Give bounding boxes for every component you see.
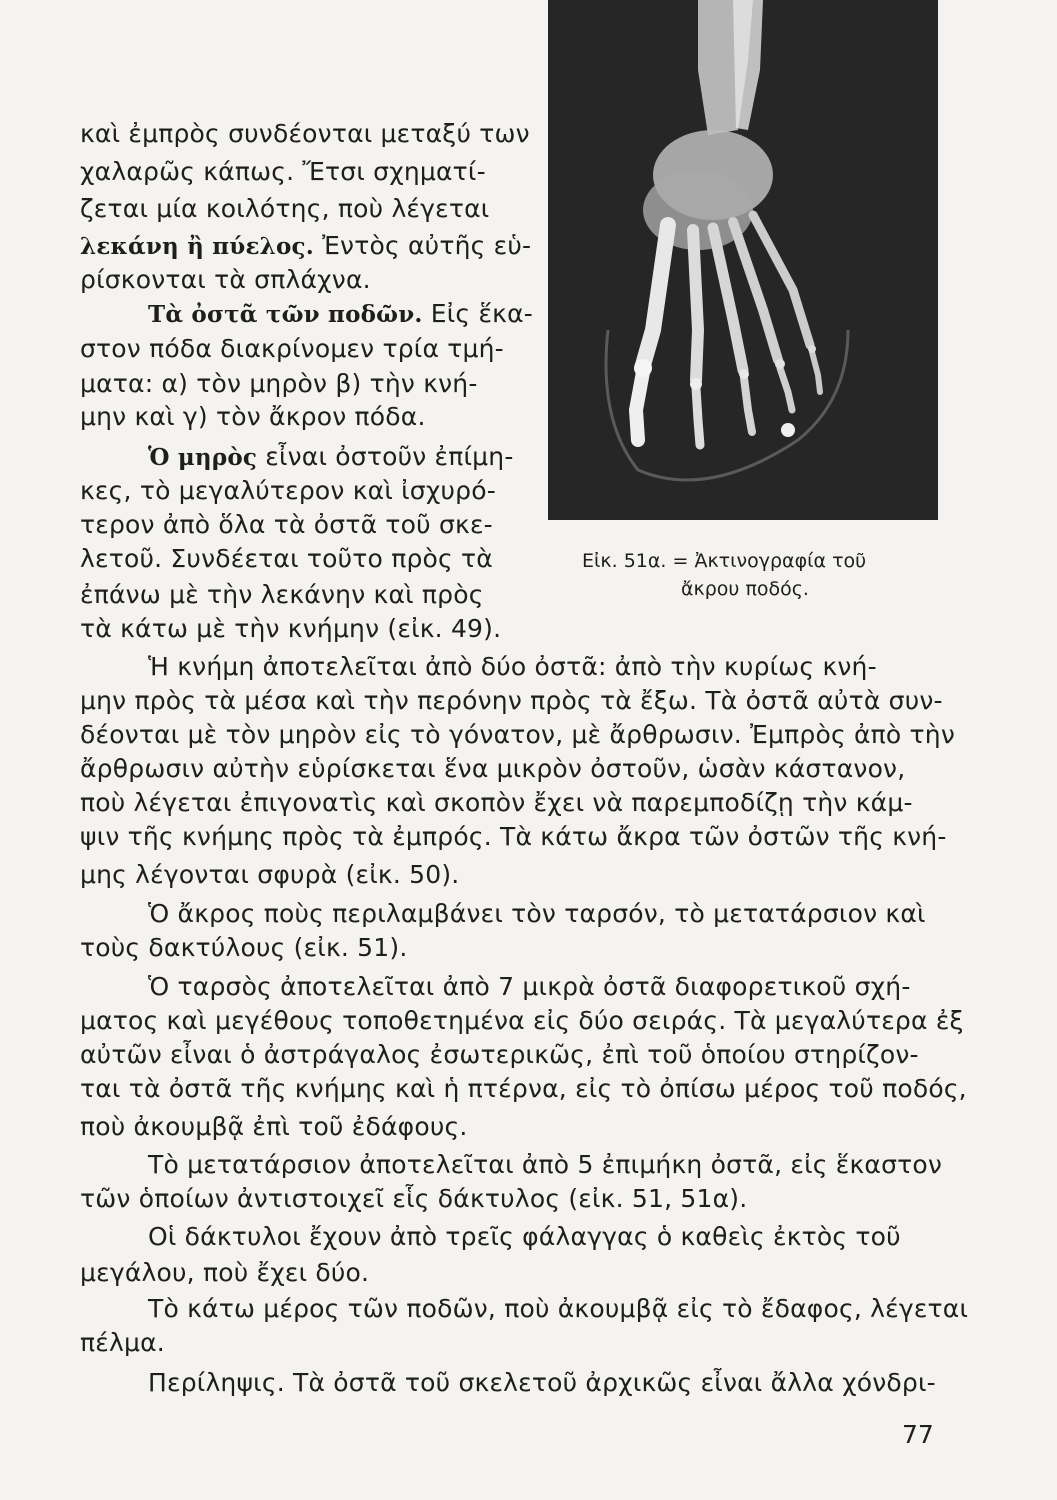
text-line: λετοῦ. Συνδέεται τοῦτο πρὸς τὰ [80,544,493,573]
text-line: τοὺς δακτύλους (εἰκ. 51). [80,933,408,962]
text-line: στον πόδα διακρίνομεν τρία τμή- [80,334,504,363]
text-line: ματα: α) τὸν μηρὸν β) τὴν κνή- [80,369,478,398]
text-line: κες, τὸ μεγαλύτερον καὶ ἰσχυρό- [80,476,496,505]
text-line: Οἱ δάκτυλοι ἔχουν ἀπὸ τρεῖς φάλαγγας ὁ καθεὶς ἐκτὸς τοῦ [148,1222,901,1251]
figure-caption-line1: Εἰκ. 51α. = Ἀκτινογραφία τοῦ [582,550,867,572]
foot-xray-image [548,0,938,520]
text-line: Τὸ κάτω μέρος τῶν ποδῶν, ποὺ ἀκουμβᾷ εἰς τὸ ἔδαφος, λέγεται [148,1294,969,1323]
text-line: μεγάλου, ποὺ ἔχει δύο. [80,1258,370,1287]
figure-caption-line2: ἄκρου ποδός. [681,578,809,600]
text-line: ματος καὶ μεγέθους τοποθετημένα εἰς δύο σειράς. Τὰ μεγαλύτερα ἐξ [80,1006,964,1035]
text-line: Ἡ κνήμη ἀποτελεῖται ἀπὸ δύο ὀστᾶ: ἀπὸ τὴν κυρίως κνή- [148,652,877,681]
bold-term: Ὁ μηρὸς [148,444,258,471]
text-line: ἄρθρωσιν αὐτὴν εὑρίσκεται ἕνα μικρὸν ὀστοῦν, ὡσὰν κάστανον, [80,754,906,783]
text-line: ἐπάνω μὲ τὴν λεκάνην καὶ πρὸς [80,580,484,609]
text-line: ποὺ λέγεται ἐπιγονατὶς καὶ σκοπὸν ἔχει νὰ παρεμποδίζῃ τὴν κάμ- [80,788,913,817]
text-line: πέλμα. [80,1328,165,1357]
text-line: Ὁ ταρσὸς ἀποτελεῖται ἀπὸ 7 μικρὰ ὀστᾶ διαφορετικοῦ σχή- [148,972,911,1001]
text-line: μην πρὸς τὰ μέσα καὶ τὴν περόνην πρὸς τὰ ἔξω. Τὰ ὀστᾶ αὐτὰ συν- [80,686,943,715]
text-line: δέονται μὲ τὸν μηρὸν εἰς τὸ γόνατον, μὲ ἄρθρωσιν. Ἐμπρὸς ἀπὸ τὴν [80,720,956,749]
text-line: τῶν ὁποίων ἀντιστοιχεῖ εἷς δάκτυλος (εἰκ. 51, 51α). [80,1184,748,1213]
text-line: ψιν τῆς κνήμης πρὸς τὰ ἐμπρός. Τὰ κάτω ἄκρα τῶν ὀστῶν τῆς κνή- [80,822,947,851]
section-heading: Τὰ ὀστᾶ τῶν ποδῶν. [148,301,423,328]
text-fragment: Ἐντὸς αὐτῆς εὑ- [313,231,532,260]
page-number: 77 [902,1420,934,1449]
text-line: τερον ἀπὸ ὅλα τὰ ὀστᾶ τοῦ σκε- [80,510,493,539]
text-line: Τὸ μετατάρσιον ἀποτελεῖται ἀπὸ 5 ἐπιμήκη ὀστᾶ, εἰς ἕκαστον [148,1150,943,1179]
text-fragment: εἶναι ὀστοῦν ἐπίμη- [257,442,514,471]
text-line: ποὺ ἀκουμβᾷ ἐπὶ τοῦ ἐδάφους. [80,1112,468,1141]
text-line: τὰ κάτω μὲ τὴν κνήμην (εἰκ. 49). [80,614,502,643]
text-line: Περίληψις. Τὰ ὀστᾶ τοῦ σκελετοῦ ἀρχικῶς εἶναι ἄλλα χόνδρι- [148,1368,936,1397]
text-line [80,229,531,264]
text-line: καὶ ἐμπρὸς συνδέονται μεταξύ των [80,119,530,148]
text-line: Ὁ ἄκρος ποὺς περιλαμβάνει τὸν ταρσόν, τὸ μετατάρσιον καὶ [148,899,926,928]
text-line: μην καὶ γ) τὸν ἄκρον πόδα. [80,402,426,431]
bold-term: λεκάνη ἢ πύελος. [80,233,314,260]
text-line: ται τὰ ὀστᾶ τῆς κνήμης καὶ ἡ πτέρνα, εἰς τὸ ὀπίσω μέρος τοῦ ποδός, [80,1074,967,1103]
xray-figure [548,0,938,520]
text-line: ρίσκονται τὰ σπλάχνα. [80,265,371,294]
text-line: ζεται μία κοιλότης, ποὺ λέγεται [80,194,490,223]
text-fragment: Εἰς ἕκα- [422,299,533,328]
text-line: μης λέγονται σφυρὰ (εἰκ. 50). [80,860,460,889]
text-line [148,440,514,475]
text-line: χαλαρῶς κάπως. Ἔτσι σχηματί- [80,157,486,186]
text-line [148,297,533,332]
text-line: αὐτῶν εἶναι ὁ ἀστράγαλος ἐσωτερικῶς, ἐπὶ τοῦ ὁποίου στηρίζον- [80,1040,919,1069]
